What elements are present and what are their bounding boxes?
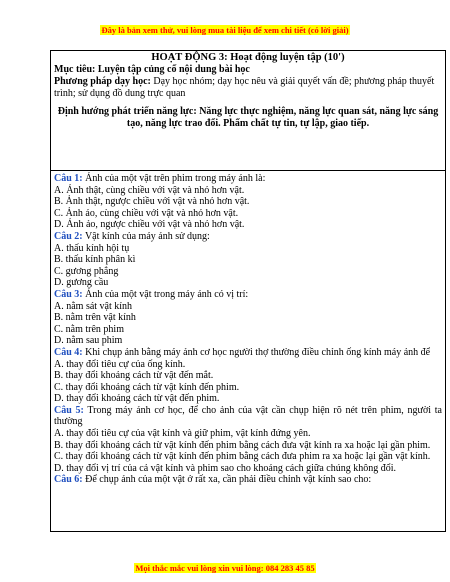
question-text: Ảnh của một vật trên phim trong máy ảnh là:	[82, 173, 266, 184]
activity-title: HOẠT ĐỘNG 3: Hoạt động luyện tập (10')	[151, 52, 345, 63]
question-text: Trong máy ảnh cơ học, để cho ảnh của vật cần chụp hiện rõ nét trên phim, người ta thường	[54, 404, 442, 428]
answer-option: B. thấu kính phân kì	[54, 254, 136, 266]
answer-option: D. gương cầu	[54, 277, 109, 289]
answer-option: A. thay đổi tiêu cự của ống kính.	[54, 358, 186, 370]
question-stem	[54, 231, 442, 243]
question-text: Vật kính của máy ảnh sử dụng:	[82, 230, 210, 242]
activity-header	[51, 51, 445, 171]
contact-text: Mọi thắc mắc vui lòng xin vui lòng: 084 283 45 85	[135, 563, 315, 573]
answer-option: A. nằm sát vật kính	[54, 300, 133, 312]
question-text: Khi chụp ảnh bằng máy ảnh cơ học người thợ thường điều chỉnh ống kính máy ảnh để	[82, 346, 431, 358]
answer-option: A. Ảnh thật, cùng chiều với vật và nhỏ hơn vật.	[54, 184, 245, 196]
answer-option: C. Ảnh ảo, cùng chiều với vật và nhỏ hơn vật.	[54, 207, 239, 219]
answer-option: C. thay đổi khoảng cách từ vật kính đến phim bằng cách đưa phim ra xa hoặc lại gần vật kính.	[54, 451, 431, 463]
competency-line: Định hướng phát triển năng lực: Năng lực thực nghiệm, năng lực quan sát, năng lực sáng tạo, năng lực trao đổi. Phẩm chất tự tin, tự lập, giao tiếp.	[57, 106, 439, 129]
answer-option: A. thấu kính hội tụ	[54, 242, 130, 254]
answer-option: B. Ảnh thật, ngược chiều với vật và nhỏ hơn vật.	[54, 196, 250, 208]
preview-notice-banner	[0, 25, 450, 35]
question-stem	[54, 474, 442, 486]
answer-option: D. nằm sau phim	[54, 335, 123, 347]
answer-option: B. thay đổi khoảng cách từ vật đến mắt.	[54, 370, 214, 382]
question-number: Câu 2:	[54, 230, 83, 242]
answer-option: D. thay đổi khoảng cách từ vật đến phim.	[54, 393, 220, 405]
answer-option: D. thay đổi vị trí của cả vật kính và phim sao cho khoảng cách giữa chúng không đổi.	[54, 462, 397, 474]
question-stem	[54, 405, 442, 428]
question-stem	[54, 289, 442, 301]
answer-option: C. gương phẳng	[54, 265, 119, 277]
method-line	[54, 76, 442, 100]
answer-option: B. nằm trên vật kính	[54, 312, 136, 324]
question-number: Câu 1:	[54, 173, 83, 184]
answer-option: A. thay đổi tiêu cự của vật kính và giữ phim, vật kính đứng yên.	[54, 428, 311, 440]
method-text: Dạy học nhóm; dạy học nêu và giải quyết vấn đề; phương pháp thuyết trình; sử dụng đồ dung trực quan	[54, 76, 435, 99]
question-number: Câu 4:	[54, 346, 83, 358]
activity-table	[50, 50, 446, 532]
question-stem	[54, 173, 442, 185]
question-list	[51, 171, 445, 486]
question-number: Câu 3:	[54, 288, 83, 300]
question-number: Câu 6:	[54, 474, 83, 486]
question-text: Ảnh của một vật trong máy ảnh có vị trí:	[82, 288, 249, 300]
question-stem	[54, 347, 442, 359]
answer-option: D. Ảnh ảo, ngược chiều với vật và nhỏ hơn vật.	[54, 219, 245, 231]
answer-option: C. nằm trên phim	[54, 323, 124, 335]
question-number: Câu 5:	[54, 404, 84, 416]
method-label: Phương pháp dạy học:	[54, 76, 151, 87]
question-text: Để chụp ảnh của một vật ở rất xa, cần phải điều chỉnh vật kính sao cho:	[82, 474, 372, 486]
contact-banner	[0, 563, 450, 573]
preview-notice-text: Đây là bản xem thử, vui lòng mua tài liệu để xem chi tiết (có lời giải)	[101, 25, 349, 35]
answer-option: C. thay đổi khoảng cách từ vật kính đến phim.	[54, 381, 240, 393]
answer-option: B. thay đổi khoảng cách từ vật kính đến phim bằng cách đưa vật kính ra xa hoặc lại gần phim.	[54, 439, 431, 451]
objective-line: Mục tiêu: Luyện tập củng cố nội dung bài học	[54, 64, 250, 75]
